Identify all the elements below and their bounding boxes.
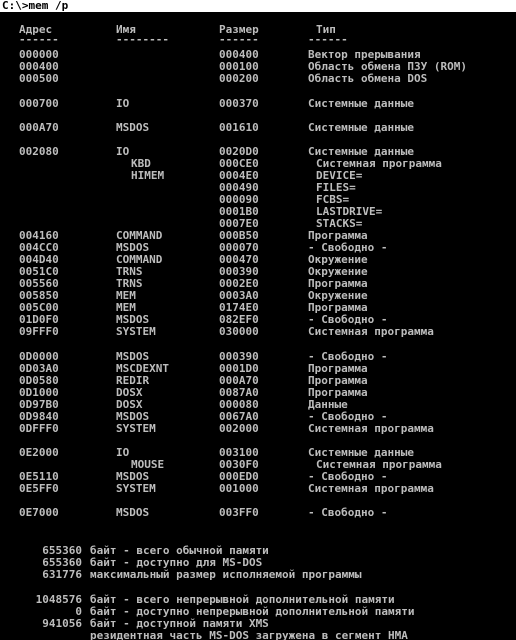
row-address: 0E5FF0 xyxy=(19,482,59,495)
console-output[interactable] xyxy=(0,12,516,640)
row-type: Программа xyxy=(308,374,368,387)
row-name: TRNS xyxy=(116,265,143,278)
row-type: Программа xyxy=(308,277,368,290)
row-size: 000490 xyxy=(219,181,259,194)
row-address: 000400 xyxy=(19,60,59,73)
row-address: 005C00 xyxy=(19,301,59,314)
row-size: 003FF0 xyxy=(219,506,259,519)
row-size: 0020D0 xyxy=(219,145,259,158)
row-name: SYSTEM xyxy=(116,325,156,338)
row-address: 0D0580 xyxy=(19,374,59,387)
row-size: 000400 xyxy=(219,48,259,61)
row-name: MEM xyxy=(116,289,136,302)
row-name: MSDOS xyxy=(116,350,150,363)
row-type: LASTDRIVE= xyxy=(316,205,383,218)
row-address: 01D0F0 xyxy=(19,313,59,326)
row-type: Окружение xyxy=(308,253,368,266)
row-type: FCBS= xyxy=(316,193,350,206)
row-type: - Свободно - xyxy=(308,313,388,326)
row-size: 000200 xyxy=(219,72,259,85)
row-address: 0D9840 xyxy=(19,410,59,423)
row-size: 000390 xyxy=(219,350,259,363)
row-address: 000000 xyxy=(19,48,59,61)
row-address: 0E2000 xyxy=(19,446,59,459)
row-type: Область обмена ПЗУ (ROM) xyxy=(308,60,467,73)
row-size: 030000 xyxy=(219,325,259,338)
row-size: 000390 xyxy=(219,265,259,278)
row-address: 000A70 xyxy=(19,121,59,134)
summary-text: байт - доступно непрерывной дополнительной памяти xyxy=(90,605,415,618)
row-type: Системные данные xyxy=(308,97,414,110)
row-type: Программа xyxy=(308,229,368,242)
row-size: 001610 xyxy=(219,121,259,134)
row-name: KBD xyxy=(131,157,151,170)
row-type: Вектор прерывания xyxy=(308,48,421,61)
row-name: IO xyxy=(116,97,130,110)
row-address: 0D97B0 xyxy=(19,398,59,411)
row-type: - Свободно - xyxy=(308,470,388,483)
row-address: 004D40 xyxy=(19,253,59,266)
row-type: Системная программа xyxy=(308,422,434,435)
row-type: - Свободно - xyxy=(308,506,388,519)
row-name: SYSTEM xyxy=(116,422,156,435)
row-type: STACKS= xyxy=(316,217,363,230)
row-size: 0174E0 xyxy=(219,301,259,314)
underline-name: -------- xyxy=(116,33,169,46)
row-size: 000370 xyxy=(219,97,259,110)
row-size: 000470 xyxy=(219,253,259,266)
summary-text: байт - доступно для MS-DOS xyxy=(90,556,263,569)
row-type: Системная программа xyxy=(308,482,434,495)
row-address: 000700 xyxy=(19,97,59,110)
summary-value: 655360 xyxy=(42,544,82,557)
underline-address: ------ xyxy=(19,33,59,46)
row-size: 003100 xyxy=(219,446,259,459)
row-name: MSDOS xyxy=(116,241,150,254)
row-name: COMMAND xyxy=(116,229,163,242)
row-address: 005560 xyxy=(19,277,59,290)
header-address: Адрес xyxy=(19,23,53,36)
header-type: Тип xyxy=(316,23,336,36)
summary-text: резидентная часть MS-DOS загружена в сегмент HMA xyxy=(90,629,408,640)
row-name: TRNS xyxy=(116,277,143,290)
row-size: 0003A0 xyxy=(219,289,259,302)
row-size: 082EF0 xyxy=(219,313,259,326)
row-type: FILES= xyxy=(316,181,356,194)
row-address: 0E5110 xyxy=(19,470,59,483)
row-size: 000CE0 xyxy=(219,157,259,170)
row-type: Системные данные xyxy=(308,145,414,158)
row-size: 0001D0 xyxy=(219,362,259,375)
row-type: Системные данные xyxy=(308,121,414,134)
summary-value: 0 xyxy=(75,605,82,618)
row-address: 0D1000 xyxy=(19,386,59,399)
summary-value: 1048576 xyxy=(35,593,82,606)
summary-value: 631776 xyxy=(42,568,82,581)
row-name: SYSTEM xyxy=(116,482,156,495)
row-type: Окружение xyxy=(308,265,368,278)
row-name: MSCDEXNT xyxy=(116,362,169,375)
row-address: 004160 xyxy=(19,229,59,242)
row-address: 0D03A0 xyxy=(19,362,59,375)
row-name: MOUSE xyxy=(131,458,165,471)
row-type: Область обмена DOS xyxy=(308,72,428,85)
row-address: 09FFF0 xyxy=(19,325,59,338)
row-type: Данные xyxy=(308,398,348,411)
row-size: 0087A0 xyxy=(219,386,259,399)
row-size: 000070 xyxy=(219,241,259,254)
row-size: 0067A0 xyxy=(219,410,259,423)
row-name: REDIR xyxy=(116,374,150,387)
row-name: MEM xyxy=(116,301,136,314)
summary-text: байт - всего обычной памяти xyxy=(90,544,269,557)
row-name: MSDOS xyxy=(116,121,150,134)
row-size: 0001B0 xyxy=(219,205,259,218)
summary-text: байт - доступной памяти XMS xyxy=(90,617,269,630)
header-name: Имя xyxy=(116,23,136,36)
row-name: HIMEM xyxy=(131,169,165,182)
header-underline xyxy=(0,33,348,46)
row-name: COMMAND xyxy=(116,253,163,266)
row-type: - Свободно - xyxy=(308,350,388,363)
row-name: DOSX xyxy=(116,386,143,399)
row-type: DEVICE= xyxy=(316,169,363,182)
row-type: Программа xyxy=(308,386,368,399)
row-size: 000080 xyxy=(219,398,259,411)
underline-size: ------ xyxy=(219,33,259,46)
row-name: IO xyxy=(116,145,130,158)
row-name: MSDOS xyxy=(116,470,150,483)
header-size: Размер xyxy=(219,23,259,36)
row-address: 005850 xyxy=(19,289,59,302)
summary-text: байт - всего непрерывной дополнительной памяти xyxy=(90,593,395,606)
row-size: 000ED0 xyxy=(219,470,259,483)
row-size: 0002E0 xyxy=(219,277,259,290)
row-type: - Свободно - xyxy=(308,241,388,254)
row-address: 0D0000 xyxy=(19,350,59,363)
row-size: 000090 xyxy=(219,193,259,206)
row-size: 000B50 xyxy=(219,229,259,242)
summary-value: 655360 xyxy=(42,556,82,569)
row-name: MSDOS xyxy=(116,506,150,519)
row-name: IO xyxy=(116,446,130,459)
row-type: Программа xyxy=(308,362,368,375)
row-type: Системная программа xyxy=(316,157,442,170)
row-type: Программа xyxy=(308,301,368,314)
row-address: 0E7000 xyxy=(19,506,59,519)
row-name: MSDOS xyxy=(116,313,150,326)
row-type: Системная программа xyxy=(316,458,442,471)
row-address: 004CC0 xyxy=(19,241,59,254)
row-size: 002000 xyxy=(219,422,259,435)
row-size: 0030F0 xyxy=(219,458,259,471)
row-type: Системные данные xyxy=(308,446,414,459)
row-name: MSDOS xyxy=(116,410,150,423)
row-size: 000A70 xyxy=(219,374,259,387)
row-address: 0051C0 xyxy=(19,265,59,278)
command-line: C:\>mem /p xyxy=(0,0,516,12)
row-type: - Свободно - xyxy=(308,410,388,423)
summary-text: максимальный размер исполняемой программы xyxy=(90,568,362,581)
row-size: 0007E0 xyxy=(219,217,259,230)
row-type: Системная программа xyxy=(308,325,434,338)
row-address: 0DFFF0 xyxy=(19,422,59,435)
row-address: 002080 xyxy=(19,145,59,158)
row-name: DOSX xyxy=(116,398,143,411)
row-address: 000500 xyxy=(19,72,59,85)
row-type: Окружение xyxy=(308,289,368,302)
summary-value: 941056 xyxy=(42,617,82,630)
underline-type: ------ xyxy=(308,33,348,46)
row-size: 0004E0 xyxy=(219,169,259,182)
row-size: 000100 xyxy=(219,60,259,73)
row-size: 001000 xyxy=(219,482,259,495)
